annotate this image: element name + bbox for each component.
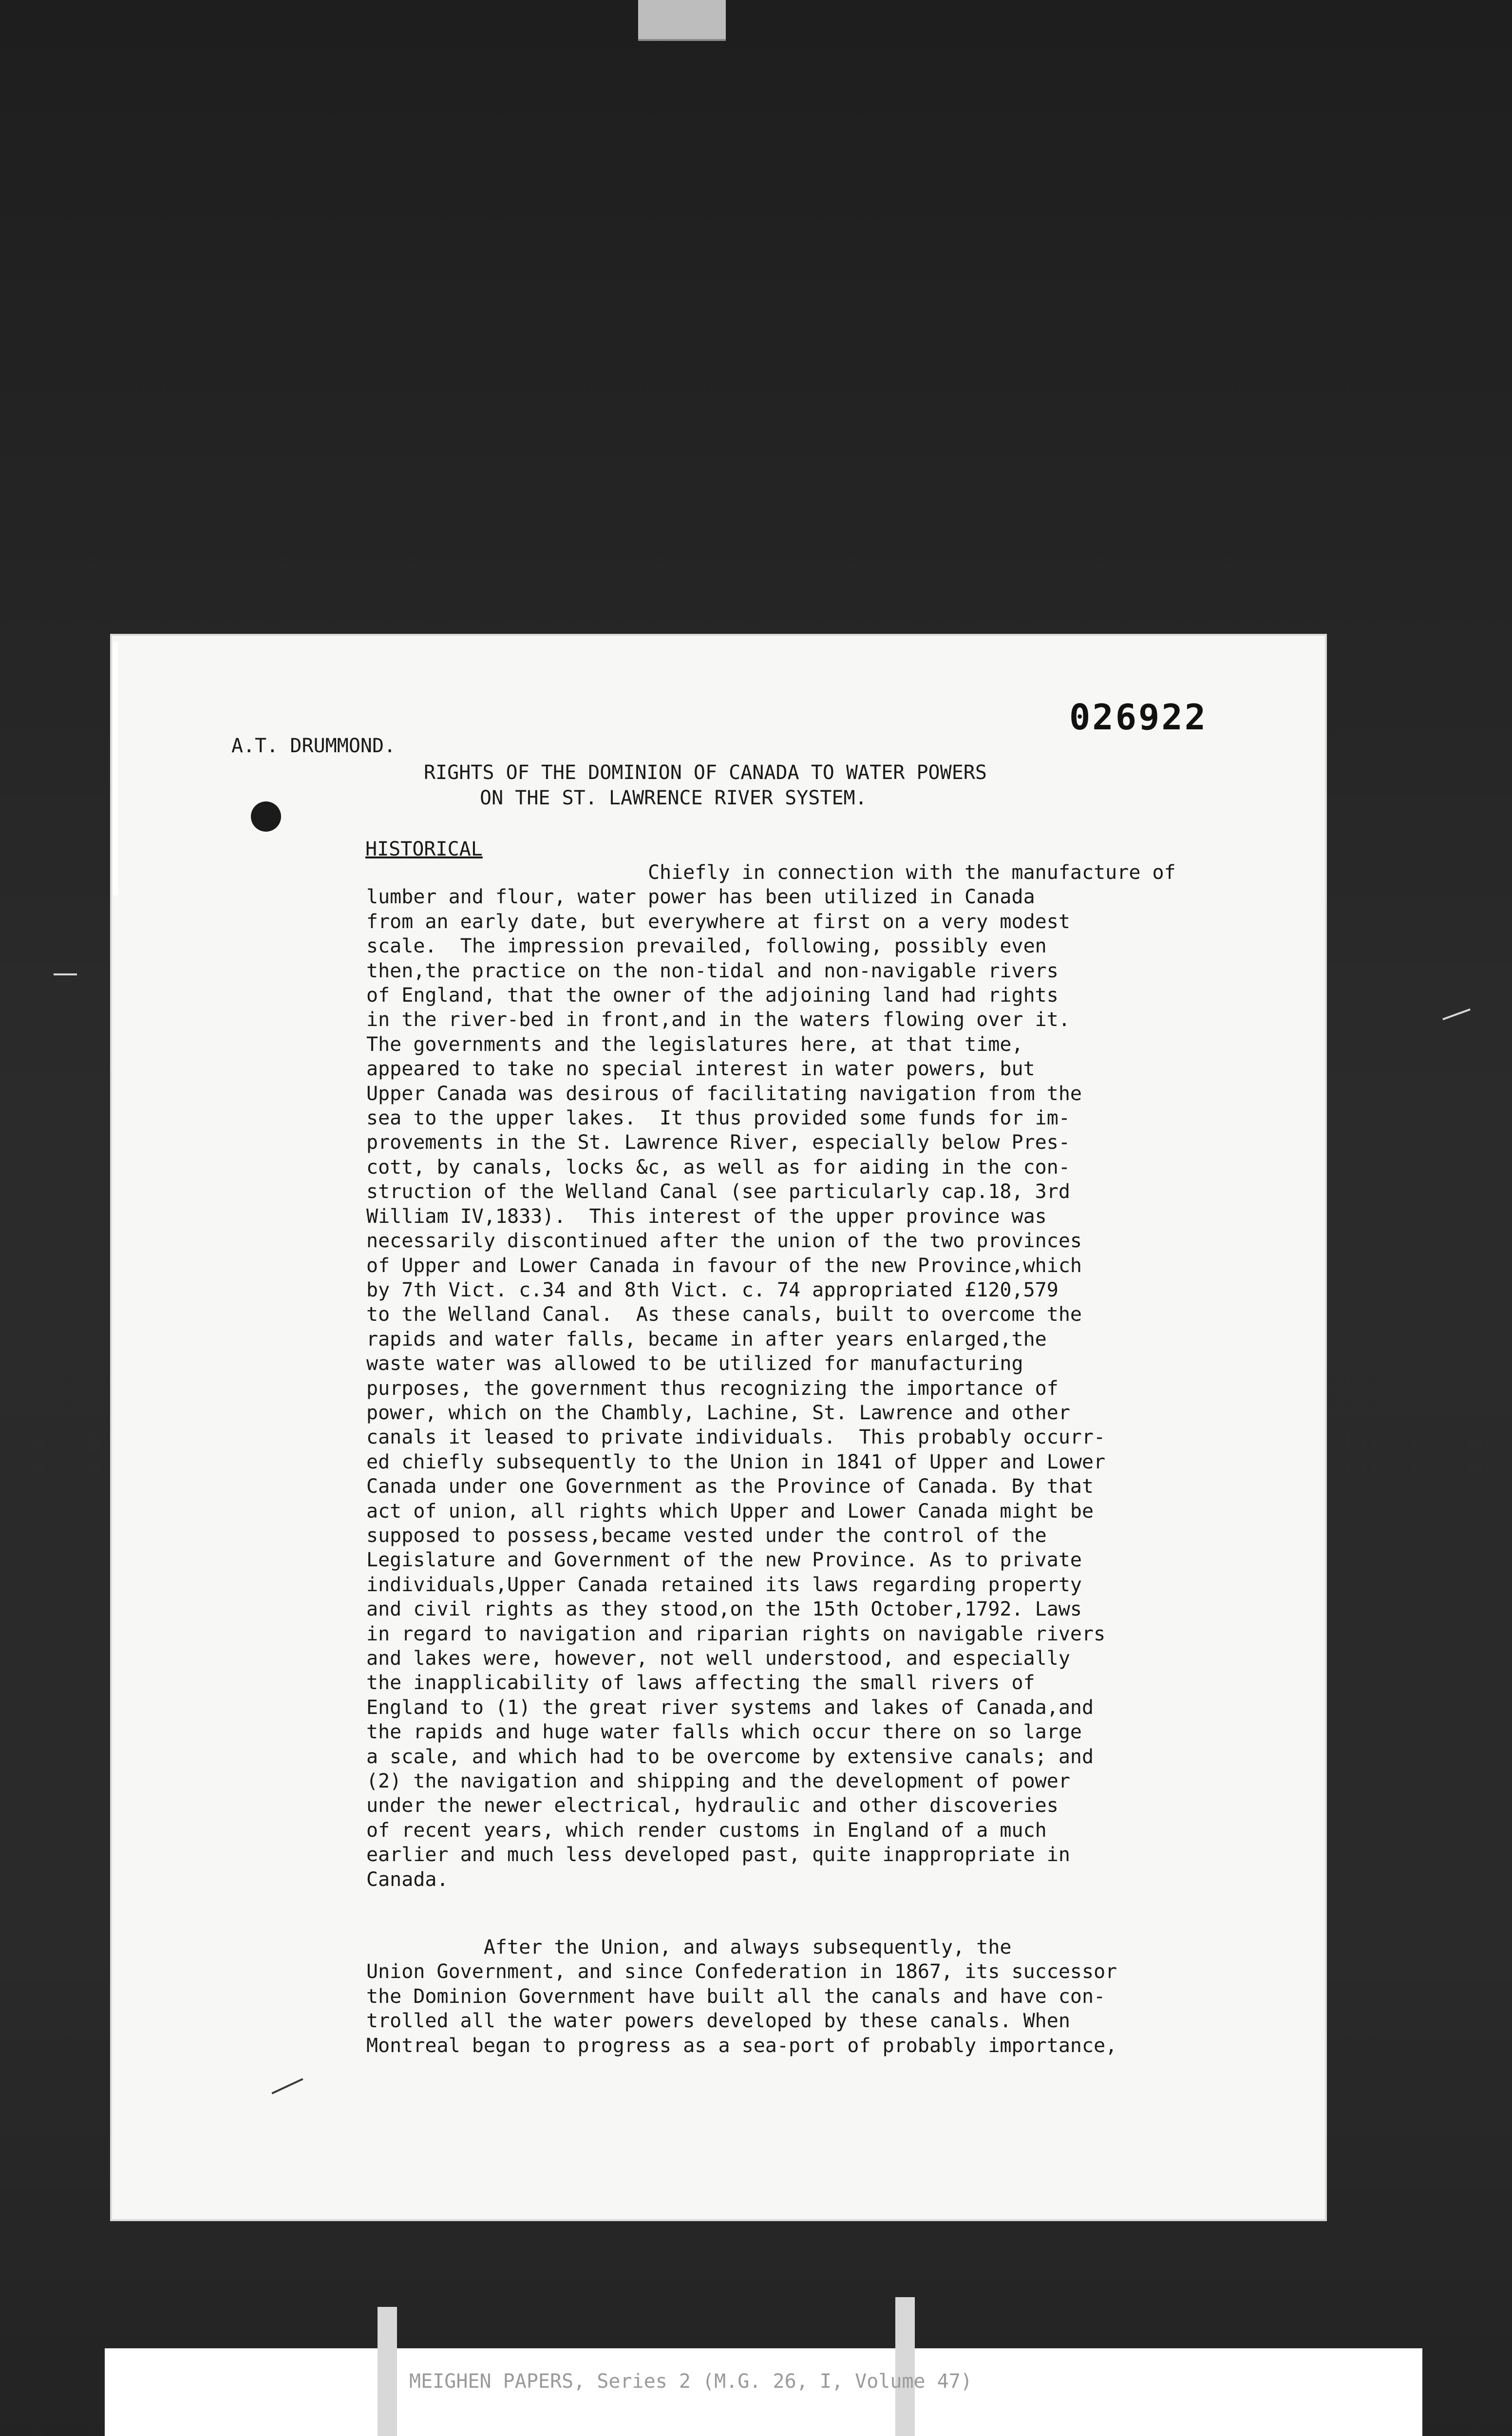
section-heading: HISTORICAL — [365, 838, 483, 860]
document-number: 026922 — [1069, 697, 1208, 738]
paragraph-1: Chiefly in connection with the manufacture of lumber and flour, water power has been utilized in Canada from an early date, but everywhere at first on a very modest scale. The impression prevailed, following, possibly even then,the practice on the non-tidal and non-navigable rivers of England, that the owner of the adjoining land had rights in the river-bed in front,and in the waters flowing over it. The governments and the legislatures here, at that time, appeared to take no special interest in water powers, but Upper Canada was desirous of facilitating navigation from the sea to the upper lakes. It thus provided some funds for im- provements in the St. Lawrence River, especially below Pres- cott, by canals, locks &c, as well as for aiding in the con- struction of the Welland Canal (see particularly cap.18, 3rd William IV,1833). This interest of the upper province was necessarily discontinued after the union of the two provinces of Upper and Lower Canada in favour of the new Province,which by 7th Vict. c.34 and 8th Vict. c. 74 appropriated £120,579 to the Welland Canal. As these canals, built to overcome the rapids and water falls, became in after years enlarged,the waste water was allowed to be utilized for manufacturing purposes, the government thus recognizing the importance of power, which on the Chambly, Lachine, St. Lawrence and other canals it leased to private individuals. This probably occurr- ed chiefly subsequently to the Union in 1841 of Upper and Lower Canada under one Government as the Province of Canada. By that act of union, all rights which Upper and Lower Canada might be supposed to possess,became vested under the control of the Legislature and Government of the new Province. As to private individuals,Upper Canada retained its laws regarding property and civil rights as they stood,on the 15th October,1792. Laws in regard to navigation and riparian rights on navigable rivers and lakes were, however, not well understood, and especially the inapplicability of laws affecting the small rivers of England to (1) the great river systems and lakes of Canada,and the rapids and huge water falls which occur there on so large a scale, and which had to be overcome by extensive canals; and (2) the navigation and shipping and the development of power under the newer electrical, hydraulic and other discoveries of recent years, which render customs in England of a much earlier and much less developed past, quite inappropriate in Canada. — [366, 861, 1176, 1891]
label-clip-left — [378, 2307, 397, 2436]
margin-mark-left — [54, 973, 77, 975]
paragraph-2: After the Union, and always subsequently, the Union Government, and since Confederation in 1867, its successor the Dominion Government have built all the canals and have con- trolled all the water powers developed by these canals. When Montreal began to progress as a sea-port of probably importance, — [366, 1936, 1117, 2057]
title-line-2: ON THE ST. LAWRENCE RIVER SYSTEM. — [480, 787, 867, 809]
page-edge-highlight — [113, 642, 118, 895]
document-title — [424, 760, 1203, 811]
hole-punch-mark — [251, 801, 281, 832]
top-clip — [638, 0, 726, 41]
label-clip-right — [895, 2297, 915, 2436]
archive-reference: MEIGHEN PAPERS, Series 2 (M.G. 26, I, Volume 47) — [409, 2370, 972, 2393]
title-line-1: RIGHTS OF THE DOMINION OF CANADA TO WATER POWERS — [424, 761, 987, 784]
author-line: A.T. DRUMMOND. — [231, 735, 396, 757]
